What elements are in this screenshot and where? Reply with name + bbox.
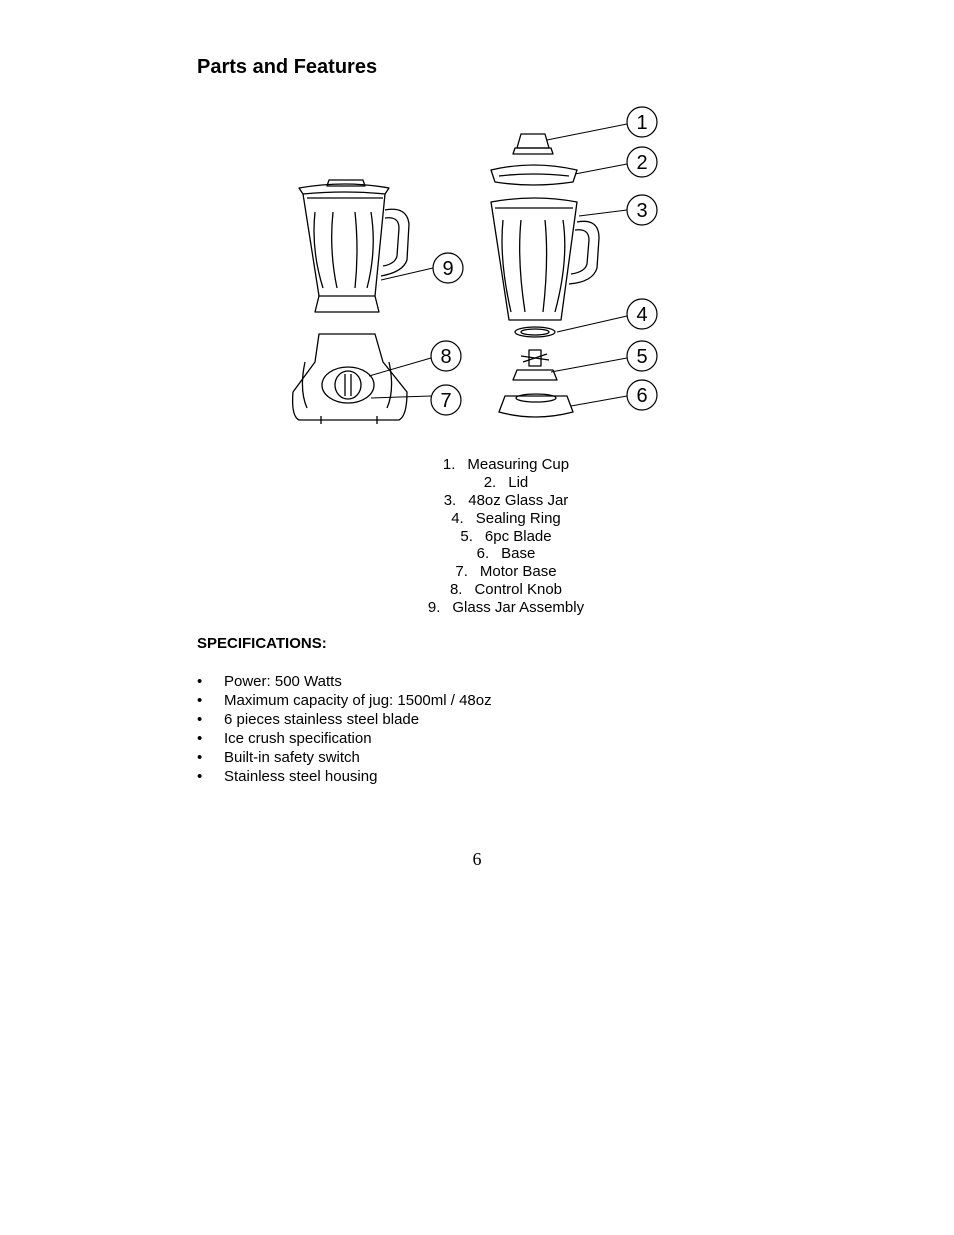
parts-list-item: 4. Sealing Ring (451, 509, 561, 527)
parts-list-item: 7. Motor Base (455, 563, 557, 581)
parts-list (330, 456, 682, 617)
parts-list-item: 6. Base (476, 545, 536, 563)
bullet-icon: • (197, 768, 203, 785)
page-number: 6 (472, 849, 482, 869)
part-label: Measuring Cup (467, 456, 570, 473)
callout-7: 7 (440, 390, 452, 412)
parts-list-item: 9. Glass Jar Assembly (427, 599, 585, 617)
callout-9: 9 (442, 258, 454, 280)
parts-list-item: 1. Measuring Cup (442, 456, 570, 473)
part-label: Lid (508, 473, 529, 491)
callout-6: 6 (636, 385, 648, 407)
parts-list-item: 5. 6pc Blade (460, 527, 552, 545)
assembled-blender-illustration (293, 180, 409, 424)
spec-item: • Built-in safety switch (197, 749, 360, 766)
bullet-icon: • (197, 730, 203, 747)
part-label: Control Knob (474, 581, 563, 599)
part-label: 6pc Blade (484, 527, 552, 545)
specifications-heading: SPECIFICATIONS: (197, 635, 327, 652)
bullet-icon: • (197, 692, 203, 709)
part-label: Glass Jar Assembly (452, 599, 585, 617)
bullet-icon: • (197, 749, 203, 766)
callout-2: 2 (636, 152, 648, 174)
part-label: Motor Base (479, 563, 557, 581)
specifications-list (197, 672, 492, 786)
parts-list-item: 2. Lid (483, 473, 529, 491)
part-label: 48oz Glass Jar (468, 491, 569, 509)
spec-item: • Maximum capacity of jug: 1500ml / 48oz (197, 692, 492, 709)
callout-4: 4 (636, 304, 648, 326)
bullet-icon: • (197, 673, 203, 690)
callout-5: 5 (636, 346, 648, 368)
callout-3: 3 (636, 200, 648, 222)
parts-list-item: 3. 48oz Glass Jar (443, 491, 569, 509)
exploded-parts-illustration (491, 134, 599, 417)
parts-list-item: 8. Control Knob (449, 581, 563, 599)
spec-item: • Stainless steel housing (197, 768, 378, 785)
spec-item: • Power: 500 Watts (197, 673, 342, 690)
spec-item: • Ice crush specification (197, 730, 372, 747)
page-title: Parts and Features (197, 56, 378, 78)
bullet-icon: • (197, 711, 203, 728)
callout-1: 1 (636, 112, 648, 134)
blender-parts-diagram (285, 100, 675, 430)
spec-item: • 6 pieces stainless steel blade (197, 711, 420, 728)
part-label: Sealing Ring (475, 509, 561, 527)
callout-8: 8 (440, 346, 452, 368)
part-label: Base (501, 545, 536, 563)
